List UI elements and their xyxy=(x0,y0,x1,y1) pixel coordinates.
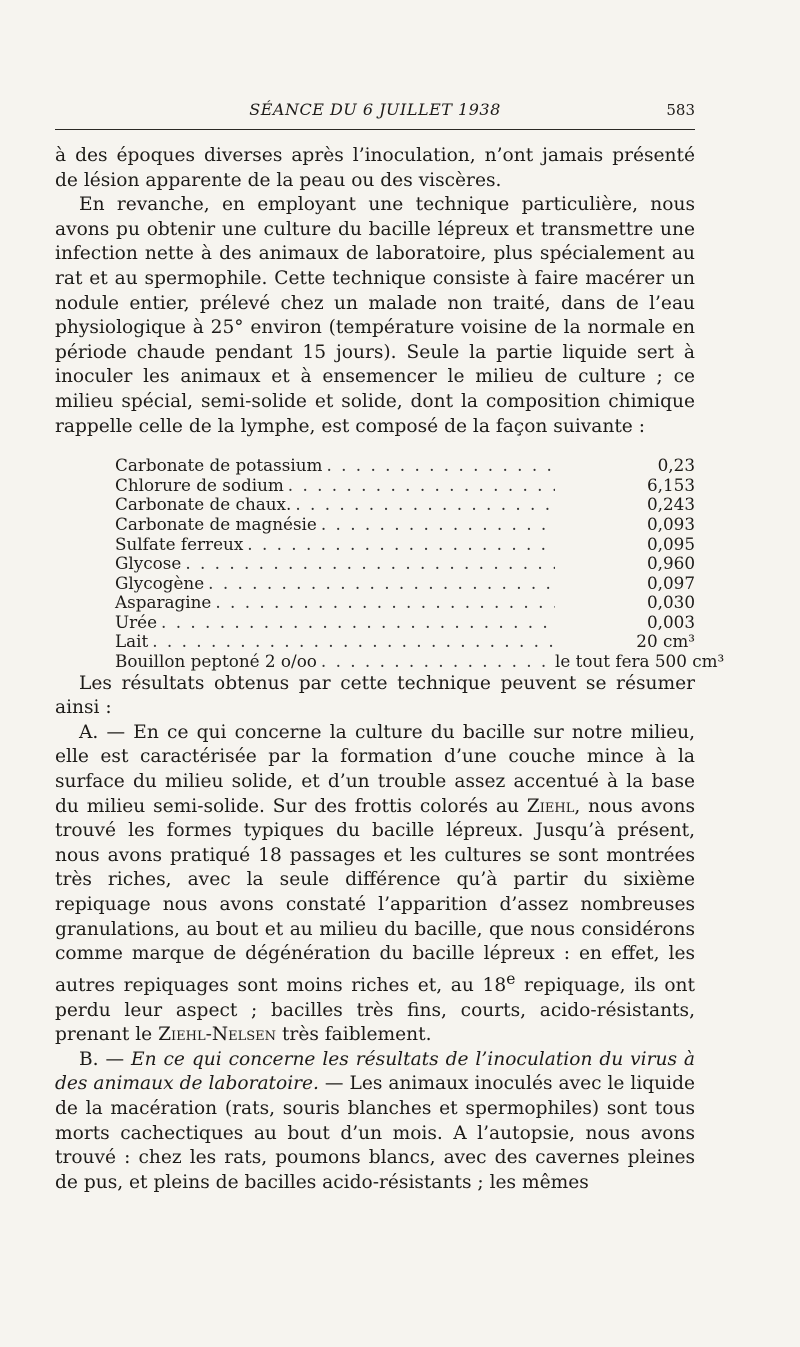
dot-leader xyxy=(291,495,555,515)
ingredient-quantity: 0,030 xyxy=(646,592,695,613)
paragraph-technique: En revanche, en employant une technique particulière, nous avons pu obtenir une culture du bacille lépreux et transmettre une infection nette à des animaux de laboratoire, plus spécialement au rat et au spermophile. Cette technique consiste à faire macérer un nodule entier, prélevé chez un malade non traité, dans de l’eau physiologique à 25° environ (température voisine de la normale en période chaude pendant 15 jours). Seule la partie liquide sert à inoculer les animaux et à ensemencer le milieu de culture ; ce milieu spécial, semi-solide et solide, dont la composition chimique rappelle celle de la lymphe, est composé de la façon suivante : xyxy=(55,194,695,437)
composition-row xyxy=(115,613,695,633)
dot-leader xyxy=(317,652,555,672)
ingredient-name: Bouillon peptoné 2 o/oo xyxy=(115,651,317,672)
composition-row xyxy=(115,651,725,672)
ziehl-name: Ziehl xyxy=(526,795,575,817)
paragraph-inoculation xyxy=(55,1048,695,1196)
composition-row xyxy=(115,535,695,555)
composition-row xyxy=(115,495,695,515)
dot-leader xyxy=(181,554,555,574)
running-title: SÉANCE DU 6 JUILLET 1938 xyxy=(249,100,501,119)
culture-text-start: A. — En ce qui concerne la culture du bacille sur notre milieu, elle est caractérisée par la formation d’une couche mince à la surface du milieu solide, et d’un trouble assez accentué à la base du milieu semi-solide. Sur des frottis colorés au xyxy=(55,721,695,817)
dot-leader xyxy=(157,613,555,633)
ingredient-quantity: 6,153 xyxy=(646,474,695,495)
composition-row xyxy=(115,456,695,476)
composition-row xyxy=(115,476,695,496)
ingredient-name: Glycogène xyxy=(115,572,205,593)
page-number: 583 xyxy=(666,101,695,119)
ingredient-quantity: 0,095 xyxy=(646,533,695,554)
ingredient-quantity: 0,093 xyxy=(646,513,695,534)
inoculation-heading: En ce qui concerne les résultats de l’inoculation du virus à des animaux de laboratoire. xyxy=(55,1048,695,1095)
dot-leader xyxy=(284,476,555,496)
ingredient-name: Lait xyxy=(115,631,149,652)
ziehl-nelsen-name: Ziehl-Nelsen xyxy=(158,1024,277,1046)
ingredient-name: Carbonate de chaux. xyxy=(115,494,292,515)
paragraph-results-intro: Les résultats obtenus par cette technique peuvent se résumer ainsi : xyxy=(55,672,695,719)
composition-row xyxy=(115,574,695,594)
paragraph-continuation: à des époques diverses après l’inoculation, n’ont jamais présenté de lésion apparente de la peau ou des viscères. xyxy=(55,145,695,191)
header-rule xyxy=(55,129,695,130)
dot-leader xyxy=(317,515,555,535)
ingredient-name: Glycose xyxy=(115,553,182,574)
dot-leader xyxy=(243,535,555,555)
inoculation-text: — Les animaux inoculés avec le liquide de la macération (rats, souris blanches et spermophiles) sont tous morts cachectiques au bout d’un mois. A l’autopsie, nous avons trouvé : chez les rats, poumons blancs, avec des cavernes pleines de pus, et pleins de bacilles acido-résistants ; les mêmes xyxy=(55,1073,695,1193)
ingredient-quantity: 0,003 xyxy=(646,611,695,632)
composition-row xyxy=(115,515,695,535)
dot-leader xyxy=(204,574,555,594)
ingredient-name: Sulfate ferreux xyxy=(115,533,244,554)
ingredient-quantity: 0,097 xyxy=(646,572,695,593)
ingredient-quantity: 0,243 xyxy=(646,494,695,515)
ingredient-name: Chlorure de sodium xyxy=(115,474,284,495)
culture-text-after-sup: repiquage, ils ont perdu leur aspect ; bacilles très fins, courts, acido-résistants, prenant le xyxy=(55,974,695,1046)
ingredient-name: Carbonate de potassium xyxy=(115,455,323,476)
composition-table xyxy=(115,455,725,672)
ordinal-superscript: e xyxy=(506,969,516,988)
composition-row xyxy=(115,632,695,652)
culture-text-end: très faiblement. xyxy=(276,1024,432,1046)
section-label-b: B. — xyxy=(79,1048,132,1070)
ingredient-quantity: le tout fera 500 cm³ xyxy=(555,651,725,672)
ingredient-quantity: 0,960 xyxy=(646,553,695,574)
culture-text-middle: , nous avons trouvé les formes typiques du bacille lépreux. Jusqu’à présent, nous avons pratiqué 18 passages et les cultures se sont montrées très riches, avec la seule différence qu’à partir du sixième repiquage nous avons constaté l’apparition d’assez nombreuses granulations, au bout et au milieu du bacille, que nous considérons comme marque de dégénération du bacille lépreux : en effet, les autres repiquages sont moins riches et, au 18 xyxy=(55,795,695,996)
ingredient-name: Carbonate de magnésie xyxy=(115,513,317,534)
ingredient-quantity: 0,23 xyxy=(657,455,695,476)
ingredient-name: Urée xyxy=(115,611,158,632)
ingredient-quantity: 20 cm³ xyxy=(636,631,695,652)
ingredient-name: Asparagine xyxy=(115,592,212,613)
dot-leader xyxy=(211,593,555,613)
paragraph-culture xyxy=(55,721,695,1048)
page-header xyxy=(55,100,695,124)
page-body xyxy=(55,144,725,1195)
dot-leader xyxy=(148,632,555,652)
composition-row xyxy=(115,593,695,613)
dot-leader xyxy=(322,456,555,476)
composition-row xyxy=(115,554,695,574)
